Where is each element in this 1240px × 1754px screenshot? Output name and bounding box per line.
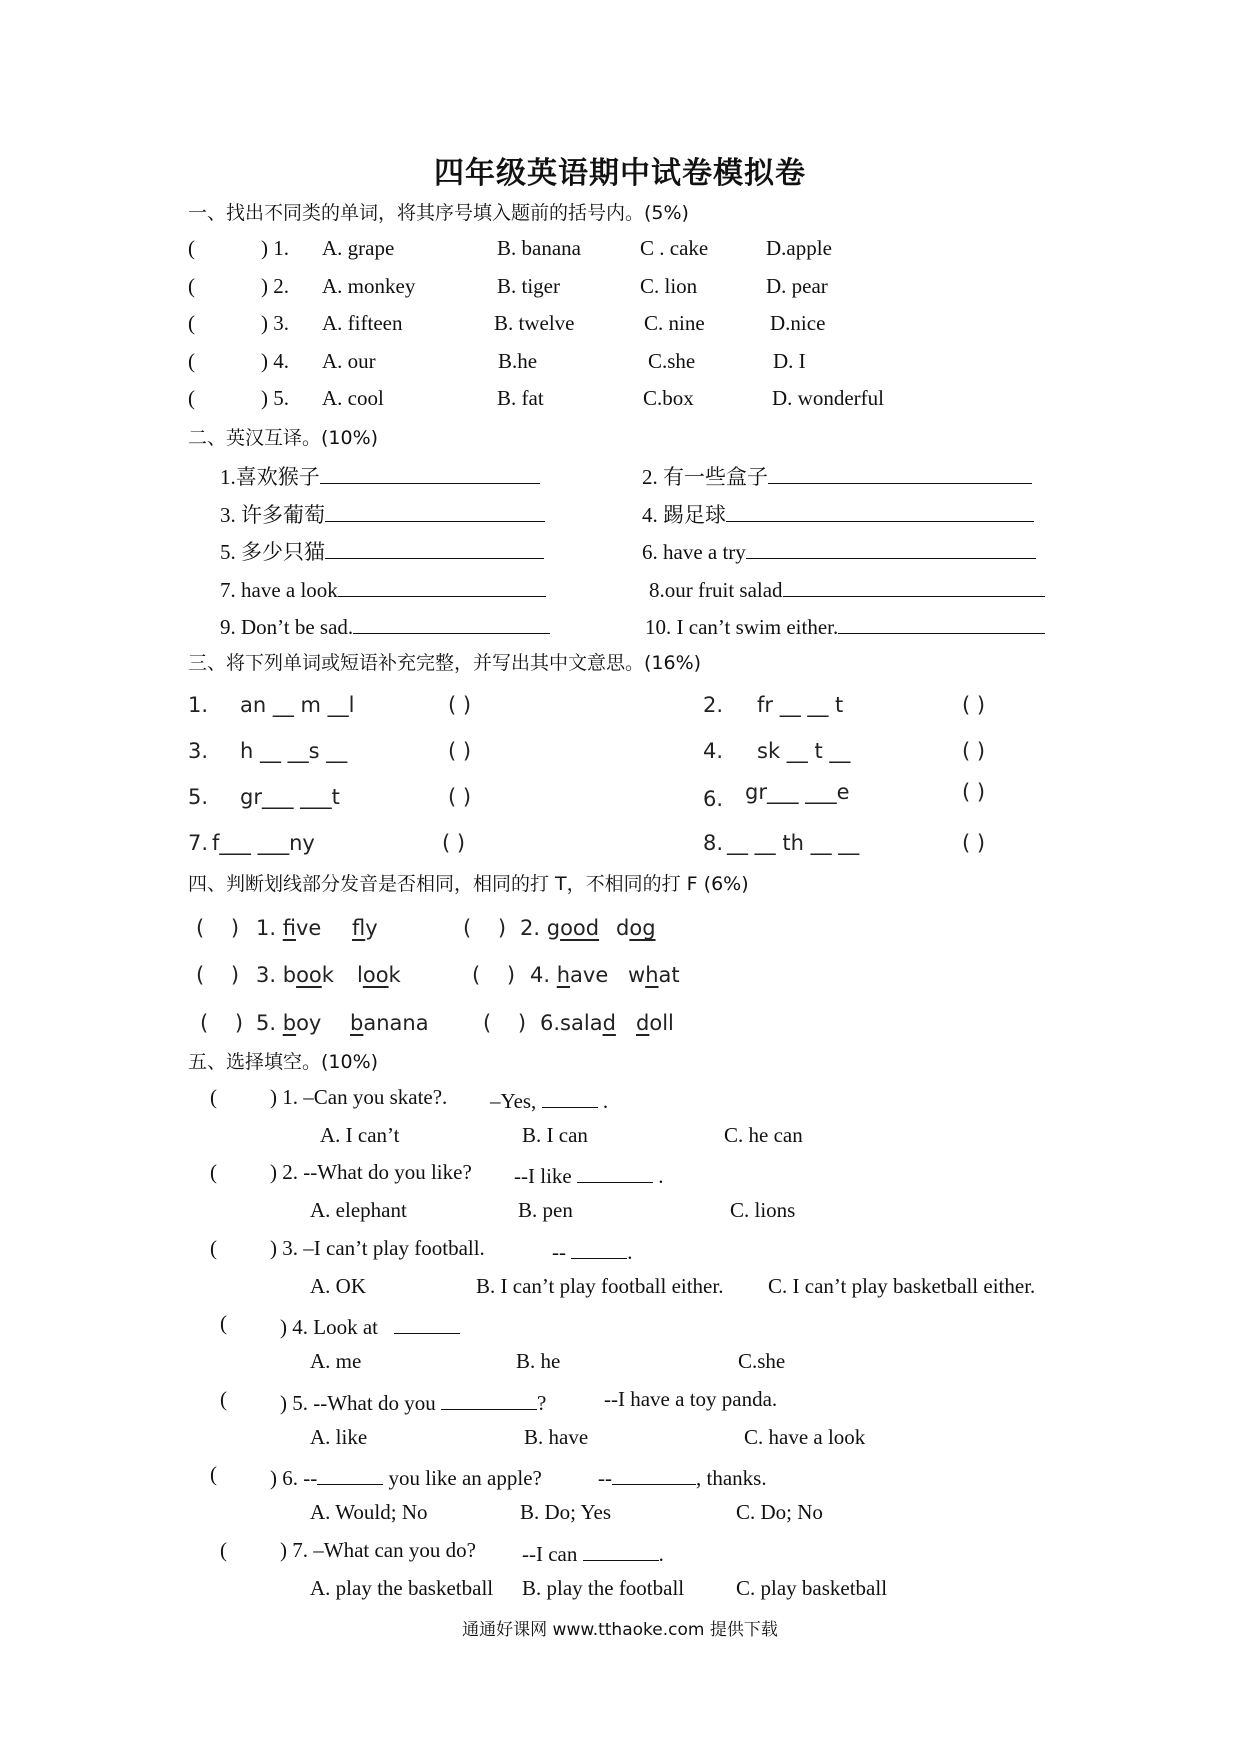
answer-blank[interactable] — [571, 1236, 627, 1259]
s5-q4: ) 4. Look at — [280, 1311, 460, 1340]
answer-blank[interactable] — [353, 611, 550, 634]
s4-word2: dog — [616, 916, 656, 940]
s1-opt-a: A. monkey — [322, 274, 416, 298]
s3-num-4: 4. — [703, 739, 724, 763]
s4-item-1 — [256, 916, 321, 940]
s1-opt-d: D.apple — [766, 236, 832, 260]
s5-q3: ) 3. –I can’t play football. — [270, 1236, 485, 1260]
section2-heading: 二、英汉互译。(10%) — [188, 427, 379, 449]
s5-q2: ) 2. --What do you like? — [270, 1160, 472, 1184]
s1-opt-c: C. nine — [644, 311, 705, 335]
s3-paren-7[interactable]: ( ) — [442, 831, 466, 855]
s5-q3-opt-b: B. I can’t play football either. — [476, 1274, 724, 1298]
s1-opt-c: C.box — [643, 386, 694, 410]
s4-paren[interactable]: ( ) — [472, 963, 516, 987]
s1-row-2: ( — [188, 274, 195, 298]
s1-opt-c: C. lion — [640, 274, 698, 298]
s3-num-5: 5. — [188, 785, 209, 809]
footer-source: 通通好课网 www.tthaoke.com 提供下载 — [462, 1620, 778, 1640]
s4-word1: salad — [560, 1011, 616, 1035]
s4-word2: banana — [350, 1011, 429, 1035]
s2-item-label: 1.喜欢猴子 — [220, 465, 320, 489]
answer-blank[interactable] — [577, 1160, 653, 1183]
answer-blank[interactable] — [394, 1311, 460, 1334]
s3-word-1: an __ m __l — [240, 693, 355, 717]
s5-q1-opt-a: A. I can’t — [320, 1123, 400, 1147]
s1-opt-a: A. our — [322, 349, 376, 373]
s5-q1-answer: –Yes, . — [490, 1085, 608, 1114]
section3-heading: 三、将下列单词或短语补充完整，并写出其中文意思。(16%) — [188, 652, 702, 674]
s2-item-3 — [220, 499, 545, 529]
s3-num-3: 3. — [188, 739, 209, 763]
s1-num-2: ) 2. — [261, 274, 289, 298]
s3-num-8: 8. — [703, 831, 724, 855]
s4-word1: fve — [282, 916, 322, 940]
s1-opt-b: B. twelve — [494, 311, 575, 335]
s5-q4-opt-b: B. he — [516, 1349, 561, 1373]
s5-q4-opt-a: A. me — [310, 1349, 362, 1373]
s5-paren[interactable]: ( — [210, 1160, 217, 1184]
answer-blank[interactable] — [768, 461, 1032, 484]
s2-item-7 — [220, 574, 546, 603]
s1-num-5: ) 5. — [261, 386, 289, 410]
s4-num: 2. — [520, 916, 541, 940]
section4-heading: 四、判断划线部分发音是否相同，相同的打 T，不相同的打 F (6%) — [188, 873, 749, 895]
s5-q5-opt-c: C. have a look — [744, 1425, 866, 1449]
s5-q7: ) 7. –What can you do? — [280, 1538, 476, 1562]
s4-word2: doll — [636, 1011, 674, 1035]
s2-item-5 — [220, 536, 544, 566]
s4-paren[interactable]: ( ) — [483, 1011, 527, 1035]
s2-item-label: 2. 有一些盒子 — [642, 465, 768, 489]
s5-q5-reply: --I have a toy panda. — [604, 1387, 778, 1411]
s4-num: 5. — [256, 1011, 277, 1035]
answer-blank[interactable] — [320, 461, 540, 484]
s3-paren-6[interactable]: ( ) — [962, 780, 986, 804]
s4-item-2 — [520, 916, 599, 940]
s1-opt-b: B.he — [498, 349, 538, 373]
s5-q2-answer: --I like . — [514, 1160, 663, 1189]
s5-q3-answer: -- . — [552, 1236, 633, 1265]
s4-item-4 — [530, 963, 608, 987]
s4-word1: boy — [282, 1011, 322, 1035]
s3-word-2: fr __ __ t — [757, 693, 844, 717]
s5-q7-opt-b: B. play the football — [522, 1576, 685, 1600]
s2-item-label: 5. 多少只猫 — [220, 540, 325, 564]
s3-word-8: __ __ th __ __ — [727, 831, 860, 855]
s1-opt-c: C.she — [648, 349, 696, 373]
s2-item-label: 7. have a look — [220, 578, 338, 602]
s2-item-label: 8.our fruit salad — [649, 578, 783, 602]
s1-opt-d: D. wonderful — [772, 386, 884, 410]
s2-item-10 — [645, 611, 1045, 640]
s5-q6: ) 6. -- you like an apple? — [270, 1462, 542, 1491]
s4-word1: have — [556, 963, 609, 987]
s5-q1-opt-b: B. I can — [522, 1123, 588, 1147]
s5-q7-answer: --I can . — [522, 1538, 664, 1567]
s5-q6-opt-b: B. Do; Yes — [520, 1500, 612, 1524]
s2-item-4 — [642, 499, 1034, 529]
s3-paren-2[interactable]: ( ) — [962, 693, 986, 717]
s5-q5-opt-a: A. like — [310, 1425, 368, 1449]
answer-blank[interactable] — [325, 536, 544, 559]
s2-item-label: 6. have a try — [642, 540, 746, 564]
s5-q3-opt-c: C. I can’t play basketball either. — [768, 1274, 1036, 1298]
s5-q6-opt-a: A. Would; No — [310, 1500, 428, 1524]
answer-blank[interactable] — [726, 499, 1034, 522]
s1-opt-a: A. grape — [322, 236, 395, 260]
s2-item-6 — [642, 536, 1036, 565]
answer-blank[interactable] — [542, 1085, 598, 1108]
answer-blank[interactable] — [325, 499, 545, 522]
s3-num-1: 1. — [188, 693, 209, 717]
s5-paren[interactable]: ( — [210, 1085, 217, 1109]
answer-blank[interactable] — [583, 1538, 659, 1561]
s5-q2-opt-c: C. lions — [730, 1198, 796, 1222]
s5-paren[interactable]: ( — [210, 1236, 217, 1260]
s1-opt-d: D.nice — [770, 311, 826, 335]
s2-item-label: 9. Don’t be sad. — [220, 615, 354, 639]
s3-word-3: h __ __s __ — [240, 739, 348, 763]
s4-paren[interactable]: ( ) — [200, 1011, 244, 1035]
s3-word-7: f___ ___ny — [212, 831, 315, 855]
s5-q4-opt-c: C.she — [738, 1349, 786, 1373]
s4-word2: fly — [352, 916, 378, 940]
s4-word1: good — [546, 916, 600, 940]
s4-item-3 — [256, 963, 334, 987]
s3-word-6: gr___ ___e — [745, 780, 850, 804]
s4-num: 4. — [530, 963, 551, 987]
answer-blank[interactable] — [612, 1462, 696, 1485]
s1-opt-a: A. cool — [322, 386, 384, 410]
answer-blank[interactable] — [317, 1462, 383, 1485]
section1-heading: 一、找出不同类的单词，将其序号填入题前的括号内。(5%) — [188, 202, 689, 224]
s3-word-5: gr___ ___t — [240, 785, 340, 809]
s1-opt-b: B. tiger — [497, 274, 560, 298]
s1-row-1: ( — [188, 236, 195, 260]
s3-num-7: 7. — [188, 831, 209, 855]
s2-item-2 — [642, 461, 1032, 491]
s1-opt-a: A. fifteen — [322, 311, 403, 335]
s5-q7-opt-a: A. play the basketball — [310, 1576, 494, 1600]
s1-row-4: ( — [188, 349, 195, 373]
s3-paren-5[interactable]: ( ) — [448, 785, 472, 809]
s1-opt-b: B. fat — [497, 386, 544, 410]
s4-item-6 — [540, 1011, 616, 1035]
s5-paren[interactable]: ( — [220, 1387, 227, 1411]
s3-word-4: sk __ t __ — [757, 739, 851, 763]
s3-paren-3[interactable]: ( ) — [448, 739, 472, 763]
answer-blank[interactable] — [746, 536, 1036, 559]
s1-row-3: ( — [188, 311, 195, 335]
s2-item-8 — [649, 574, 1045, 603]
s4-num: 6. — [540, 1011, 561, 1035]
s5-q6-opt-c: C. Do; No — [736, 1500, 823, 1524]
s2-item-label: 4. 踢足球 — [642, 503, 726, 527]
answer-blank[interactable] — [338, 574, 546, 597]
answer-blank[interactable] — [838, 611, 1045, 634]
s2-item-1 — [220, 461, 540, 491]
s5-q5-opt-b: B. have — [524, 1425, 589, 1449]
s1-opt-d: D. pear — [766, 274, 828, 298]
s5-q2-opt-b: B. pen — [518, 1198, 573, 1222]
s1-row-5: ( — [188, 386, 195, 410]
s4-word2: look — [357, 963, 401, 987]
s4-paren[interactable]: ( ) — [196, 963, 240, 987]
s3-num-6: 6. — [703, 787, 724, 811]
s5-q7-opt-c: C. play basketball — [736, 1576, 888, 1600]
s5-q1-opt-c: C. he can — [724, 1123, 803, 1147]
s4-word1: book — [282, 963, 334, 987]
s4-item-5 — [256, 1011, 321, 1035]
s5-q5: ) 5. --What do you ? — [280, 1387, 546, 1416]
s1-opt-d: D. I — [773, 349, 806, 373]
s3-paren-4[interactable]: ( ) — [962, 739, 986, 763]
s4-paren[interactable]: ( ) — [463, 916, 507, 940]
s5-q3-opt-a: A. OK — [310, 1274, 366, 1298]
answer-blank[interactable] — [783, 574, 1045, 597]
s5-paren[interactable]: ( — [210, 1462, 217, 1486]
s4-word2: what — [628, 963, 680, 987]
s4-paren[interactable]: ( ) — [196, 916, 240, 940]
s1-opt-b: B. banana — [497, 236, 581, 260]
section5-heading: 五、选择填空。(10%) — [188, 1051, 379, 1073]
s2-item-label: 3. 许多葡萄 — [220, 503, 325, 527]
s3-paren-8[interactable]: ( ) — [962, 831, 986, 855]
s4-num: 1. — [256, 916, 277, 940]
answer-blank[interactable] — [441, 1387, 537, 1410]
s1-num-4: ) 4. — [261, 349, 289, 373]
s3-paren-1[interactable]: ( ) — [448, 693, 472, 717]
s5-q2-opt-a: A. elephant — [310, 1198, 407, 1222]
s4-num: 3. — [256, 963, 277, 987]
s2-item-9 — [220, 611, 550, 640]
exam-title: 四年级英语期中试卷模拟卷 — [434, 156, 806, 191]
s2-item-label: 10. I can’t swim either. — [645, 615, 839, 639]
s5-q1: ) 1. –Can you skate?. — [270, 1085, 448, 1109]
s1-num-1: ) 1. — [261, 236, 289, 260]
s1-opt-c: C . cake — [640, 236, 709, 260]
s1-num-3: ) 3. — [261, 311, 289, 335]
s5-q6-reply: -- , thanks. — [598, 1462, 767, 1491]
s5-paren[interactable]: ( — [220, 1311, 227, 1335]
s5-paren[interactable]: ( — [220, 1538, 227, 1562]
s3-num-2: 2. — [703, 693, 724, 717]
